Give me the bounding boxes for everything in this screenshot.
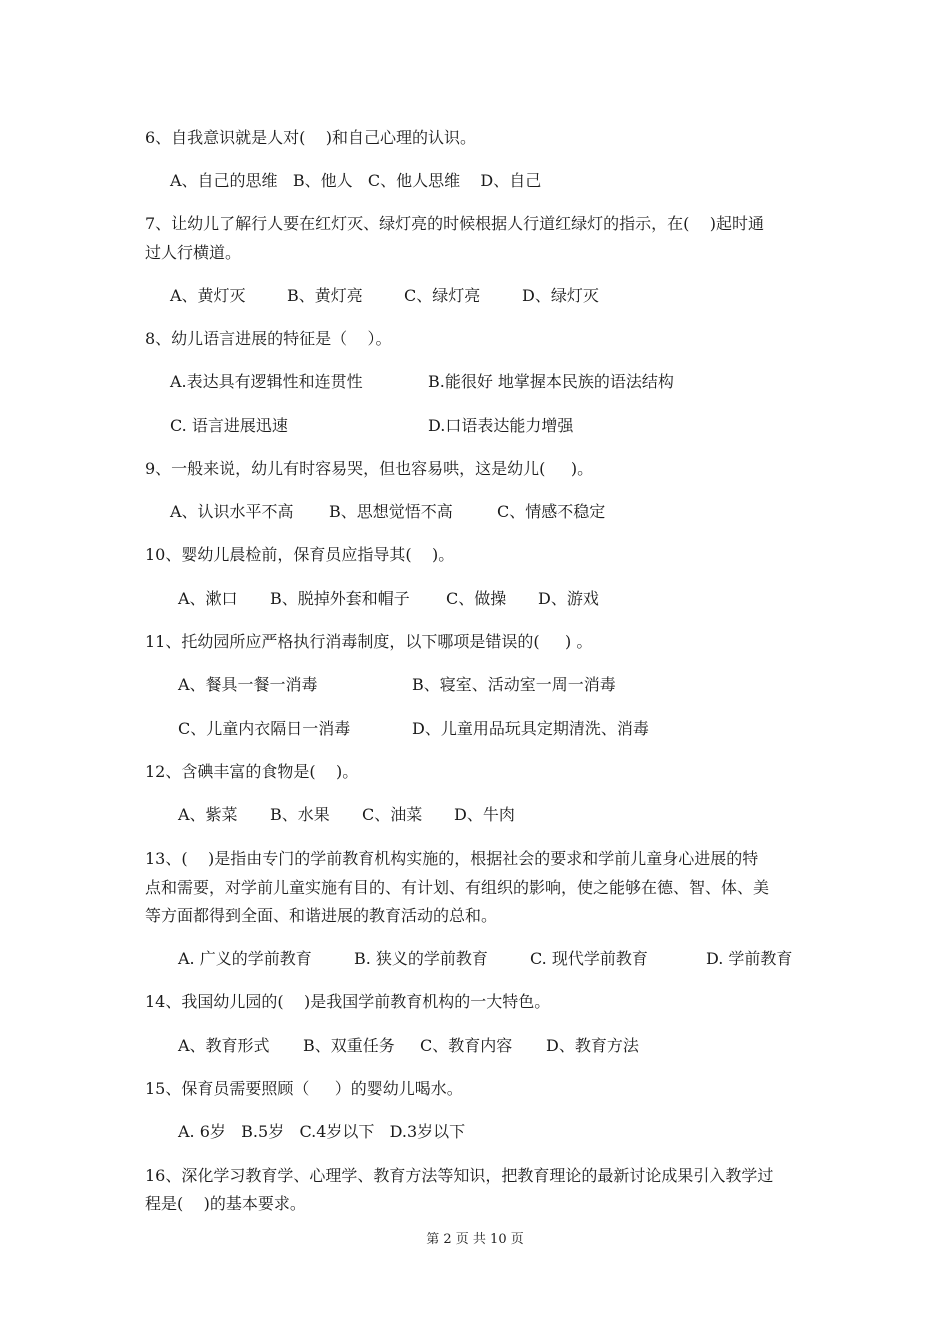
q9-option-c: C、情感不稳定 [497, 502, 606, 521]
q14-stem: 14、我国幼儿园的( )是我国学前教育机构的一大特色。 [145, 992, 551, 1011]
q12-option-b: B、水果 [270, 805, 330, 824]
q13-stem-line1: 13、( )是指由专门的学前教育机构实施的，根据社会的要求和学前儿童身心进展的特 [145, 849, 759, 868]
q11-option-c: C、儿童内衣隔日一消毒 [178, 719, 351, 738]
q7-stem-line1: 7、让幼儿了解行人要在红灯灭、绿灯亮的时候根据人行道红绿灯的指示，在( )起时通 [145, 214, 765, 233]
q12-stem: 12、含碘丰富的食物是( )。 [145, 762, 359, 781]
q7-stem-line2: 过人行横道。 [145, 243, 242, 262]
q8-option-d: D.口语表达能力增强 [428, 416, 574, 435]
q10-option-c: C、做操 [446, 589, 507, 608]
q14-option-c: C、教育内容 [420, 1036, 513, 1055]
q8-option-b: B.能很好 地掌握本民族的语法结构 [428, 372, 674, 391]
q13-option-d: D. 学前教育 [706, 949, 793, 968]
q13-stem-line3: 等方面都得到全面、和谐进展的教育活动的总和。 [145, 906, 498, 925]
q7-option-b: B、黄灯亮 [287, 286, 363, 305]
q7-option-c: C、绿灯亮 [404, 286, 481, 305]
q9-stem: 9、一般来说，幼儿有时容易哭，但也容易哄，这是幼儿( )。 [145, 459, 594, 478]
q8-option-a: A.表达具有逻辑性和连贯性 [170, 372, 363, 391]
q14-option-b: B、双重任务 [303, 1036, 395, 1055]
q10-stem: 10、婴幼儿晨检前，保育员应指导其( )。 [145, 545, 455, 564]
q8-option-c: C. 语言进展迅速 [170, 416, 288, 435]
q10-option-a: A、漱口 [178, 589, 238, 608]
q11-option-b: B、寝室、活动室一周一消毒 [412, 675, 616, 694]
q14-option-d: D、教育方法 [546, 1036, 639, 1055]
q7-option-a: A、黄灯灭 [170, 286, 246, 305]
q15-options: A. 6岁 B.5岁 C.4岁以下 D.3岁以下 [178, 1122, 466, 1141]
q14-option-a: A、教育形式 [178, 1036, 270, 1055]
q16-stem-line2: 程是( )的基本要求。 [145, 1194, 306, 1213]
q6-stem: 6、自我意识就是人对( )和自己心理的认识。 [145, 128, 477, 147]
q12-option-c: C、油菜 [362, 805, 423, 824]
q9-option-b: B、思想觉悟不高 [329, 502, 453, 521]
q11-stem: 11、托幼园所应严格执行消毒制度，以下哪项是错误的( ) 。 [145, 632, 593, 651]
q11-option-d: D、儿童用品玩具定期清洗、消毒 [412, 719, 649, 738]
q6-options: A、自己的思维 B、他人 C、他人思维 D、自己 [170, 171, 542, 190]
q13-option-a: A. 广义的学前教育 [178, 949, 312, 968]
q15-stem: 15、保育员需要照顾（ ）的婴幼儿喝水。 [145, 1079, 463, 1098]
q7-option-d: D、绿灯灭 [522, 286, 599, 305]
q12-option-d: D、牛肉 [454, 805, 515, 824]
q12-option-a: A、紫菜 [178, 805, 238, 824]
q10-option-b: B、脱掉外套和帽子 [270, 589, 410, 608]
q10-option-d: D、游戏 [538, 589, 599, 608]
q16-stem-line1: 16、深化学习教育学、心理学、教育方法等知识，把教育理论的最新讨论成果引入教学过 [145, 1166, 774, 1185]
page-number-footer: 第 2 页 共 10 页 [426, 1232, 524, 1247]
q9-option-a: A、认识水平不高 [170, 502, 294, 521]
q13-stem-line2: 点和需要，对学前儿童实施有目的、有计划、有组织的影响，使之能够在德、智、体、美 [145, 878, 770, 897]
q8-stem: 8、幼儿语言进展的特征是（ ）。 [145, 329, 392, 348]
q13-option-b: B. 狭义的学前教育 [354, 949, 488, 968]
q13-option-c: C. 现代学前教育 [530, 949, 648, 968]
q11-option-a: A、餐具一餐一消毒 [178, 675, 318, 694]
